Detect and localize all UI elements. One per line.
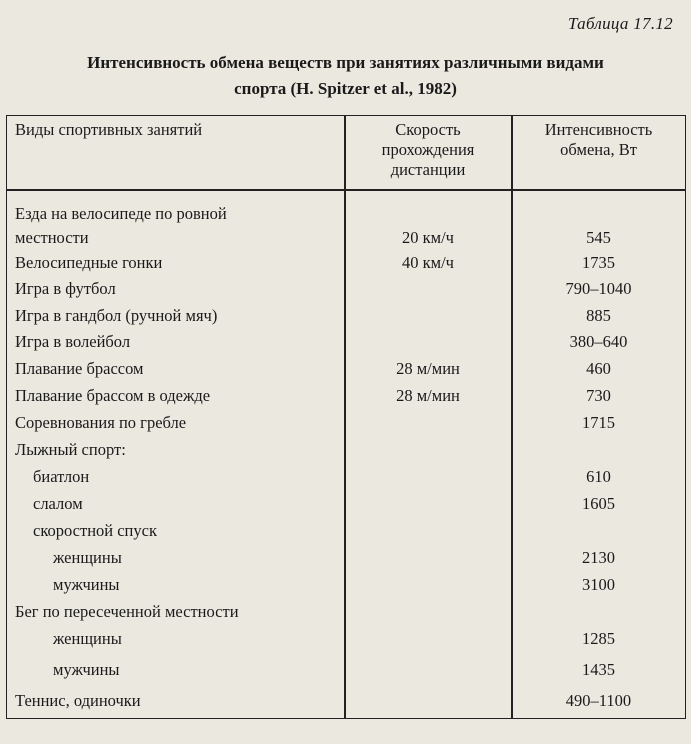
header-speed bbox=[345, 120, 511, 180]
header-line: Интенсивность bbox=[544, 120, 653, 139]
header-line: Скорость bbox=[395, 120, 461, 139]
activity-cell: местности bbox=[15, 228, 89, 247]
intensity-cell: 1735 bbox=[582, 253, 615, 272]
intensity-cell: 380–640 bbox=[569, 332, 628, 351]
activity-cell: Игра в футбол bbox=[15, 279, 116, 298]
activity-cell: Езда на велосипеде по ровной bbox=[15, 204, 227, 223]
activity-cell: мужчины bbox=[53, 575, 120, 594]
activity-cell: биатлон bbox=[33, 467, 90, 486]
intensity-cell: 490–1100 bbox=[565, 691, 632, 710]
activity-cell: Игра в гандбол (ручной мяч) bbox=[15, 306, 218, 325]
header-divider bbox=[7, 189, 685, 191]
activity-cell: Плавание брассом bbox=[15, 359, 144, 378]
table-number: Таблица 17.12 bbox=[568, 14, 673, 33]
header-line: прохождения bbox=[381, 140, 475, 159]
intensity-cell: 730 bbox=[586, 386, 611, 405]
data-table bbox=[6, 115, 686, 719]
intensity-cell: 1285 bbox=[582, 629, 615, 648]
caption-line: спорта (H. Spitzer et al., 1982) bbox=[234, 79, 457, 98]
activity-cell: Лыжный спорт: bbox=[15, 440, 126, 459]
activity-cell: мужчины bbox=[53, 660, 120, 679]
intensity-cell: 2130 bbox=[582, 548, 615, 567]
intensity-cell: 1605 bbox=[582, 494, 615, 513]
speed-cell: 28 м/мин bbox=[396, 359, 460, 378]
intensity-cell: 3100 bbox=[582, 575, 615, 594]
speed-cell: 28 м/мин bbox=[396, 386, 460, 405]
activity-cell: Велосипедные гонки bbox=[15, 253, 163, 272]
header-line: дистанции bbox=[390, 160, 466, 179]
activity-cell: женщины bbox=[53, 629, 122, 648]
intensity-cell: 545 bbox=[586, 228, 611, 247]
intensity-cell: 1435 bbox=[582, 660, 615, 679]
intensity-cell: 460 bbox=[586, 359, 611, 378]
activity-cell: скоростной спуск bbox=[33, 521, 157, 540]
header-intensity bbox=[512, 120, 685, 160]
activity-cell: Игра в волейбол bbox=[15, 332, 131, 351]
intensity-cell: 790–1040 bbox=[565, 279, 632, 298]
table-caption bbox=[20, 50, 671, 102]
activity-cell: женщины bbox=[53, 548, 122, 567]
intensity-cell: 610 bbox=[586, 467, 611, 486]
header-line: обмена, Вт bbox=[560, 140, 637, 159]
header-activity: Виды спортивных занятий bbox=[15, 120, 203, 139]
activity-cell: Плавание брассом в одежде bbox=[15, 386, 211, 405]
caption-line: Интенсивность обмена веществ при занятиях различными видами bbox=[87, 53, 604, 72]
speed-cell: 20 км/ч bbox=[402, 228, 454, 247]
speed-cell: 40 км/ч bbox=[402, 253, 454, 272]
activity-cell: слалом bbox=[33, 494, 83, 513]
table-row bbox=[7, 202, 683, 250]
activity-cell: Теннис, одиночки bbox=[15, 691, 141, 710]
activity-cell: Бег по пересеченной местности bbox=[15, 602, 239, 621]
intensity-cell: 1715 bbox=[582, 413, 615, 432]
activity-cell: Соревнования по гребле bbox=[15, 413, 187, 432]
intensity-cell: 885 bbox=[586, 306, 611, 325]
